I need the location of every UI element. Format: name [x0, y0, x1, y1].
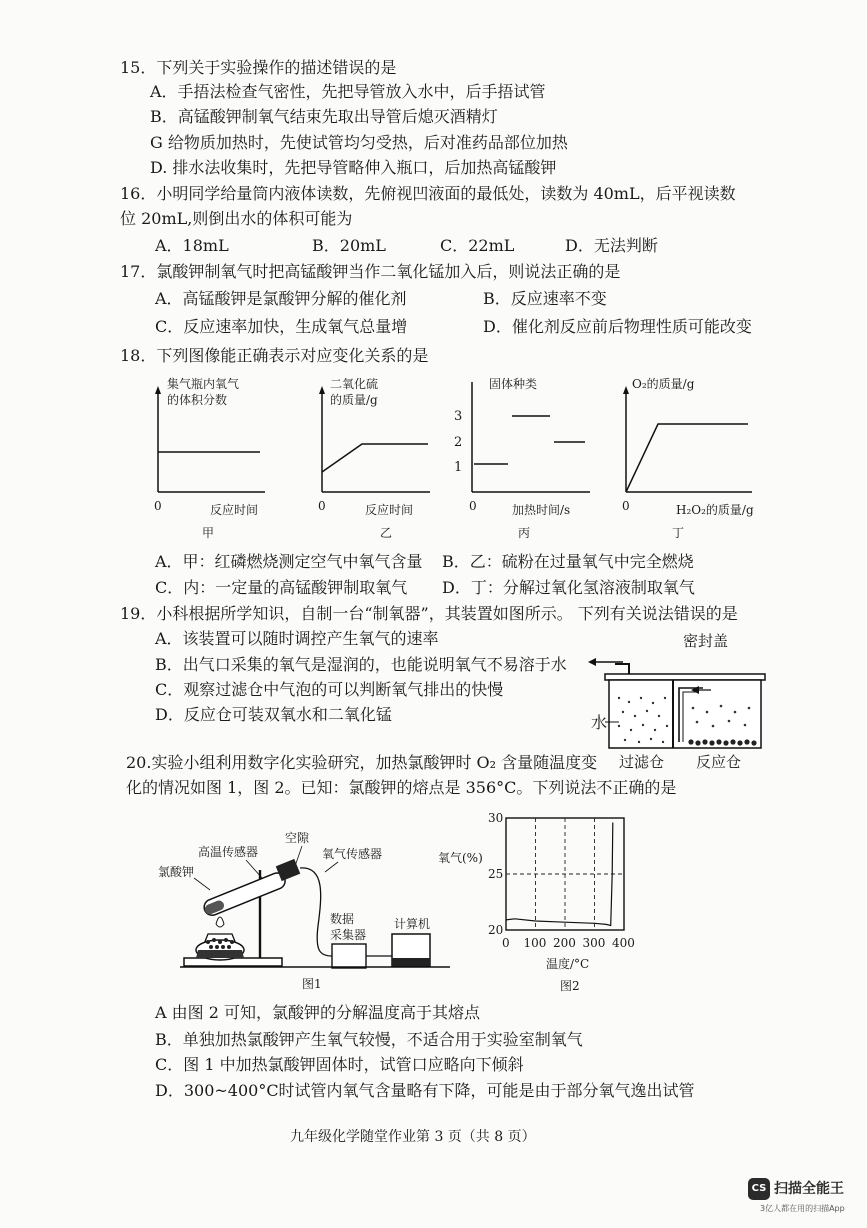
graph-jia-ylabel2: 的体积分数	[167, 393, 228, 407]
graph-ding-ylabel1: O₂的质量/g	[632, 377, 695, 391]
q20-fig1-apparatus	[150, 826, 460, 994]
q20-stem-line1: 20.实验小组利用数字化实验研究，加热氯酸钾时 O₂ 含量随温度变	[126, 753, 598, 772]
fig2-xtick: 200	[553, 936, 576, 950]
label-react: 反应仓	[696, 753, 742, 771]
q17-option-c: C．反应速率加快，生成氧气总量增	[155, 317, 408, 336]
graph-bing-origin: 0	[469, 499, 477, 513]
fig1-label-computer: 计算机	[394, 917, 431, 931]
graph-ding-curve	[626, 424, 748, 492]
q19-option-b: B．出气口采集的氧气是湿润的，也能说明氧气不易溶于水	[155, 655, 567, 674]
graph-ding-name: 丁	[672, 526, 685, 540]
graph-jia-xlabel: 反应时间	[210, 503, 259, 517]
q18-stem: 18．下列图像能正确表示对应变化关系的是	[120, 346, 429, 365]
fig2-caption: 图2	[560, 979, 580, 993]
graph-yi-xlabel: 反应时间	[365, 503, 414, 517]
graph-yi	[318, 376, 430, 540]
fig1-label-gap: 空隙	[285, 831, 310, 845]
q18-option-c: C．内：一定量的高锰酸钾制取氧气	[155, 578, 408, 597]
q16-stem-line2: 位 20mL,则倒出水的体积可能为	[120, 209, 353, 228]
q17-option-d: D．催化剂反应前后物理性质可能改变	[483, 317, 752, 336]
camscanner-name: 扫描全能王	[774, 1181, 844, 1197]
q19-option-c: C．观察过滤仓中气泡的可以判断氧气排出的快慢	[155, 680, 504, 699]
graph-yi-curve	[322, 444, 428, 472]
fig2-ytick: 30	[488, 811, 504, 825]
q20-stem-line2: 化的情况如图 1，图 2。已知：氯酸钾的熔点是 356°C。下列说法不正确的是	[126, 778, 677, 797]
fig1-label-o2: 氧气传感器	[322, 847, 383, 861]
fig1-caption: 图1	[302, 977, 322, 991]
q17-option-a: A．高锰酸钾是氯酸钾分解的催化剂	[155, 289, 407, 308]
q16-option-a: A．18mL	[155, 236, 229, 255]
q15-stem: 15．下列关于实验操作的描述错误的是	[120, 58, 397, 77]
q18-option-b: B．乙：硫粉在过量氧气中完全燃烧	[442, 552, 694, 571]
q15-option-a: A．手捂法检查气密性，先把导管放入水中，后手捂试管	[150, 82, 546, 101]
q15-option-b: B．高锰酸钾制氧气结束先取出导管后熄灭酒精灯	[150, 107, 498, 126]
label-water: 水	[591, 713, 608, 732]
graph-bing-xlabel: 加热时间/s	[512, 503, 571, 517]
q18-option-a: A．甲：红磷燃烧测定空气中氧气含量	[155, 552, 423, 571]
camscanner-logo-icon: CS	[748, 1178, 770, 1200]
q16-option-c: C．22mL	[440, 236, 515, 255]
graph-jia-origin: 0	[154, 499, 162, 513]
graph-jia-name: 甲	[202, 526, 215, 540]
graph-ding-origin: 0	[622, 499, 630, 513]
q17-option-b: B．反应速率不变	[483, 289, 607, 308]
q20-option-d: D．300~400°C时试管内氧气含量略有下降，可能是由于部分氧气逸出试管	[155, 1081, 695, 1100]
graph-bing-name: 丙	[518, 526, 531, 540]
camscanner-slogan: 3亿人都在用的扫描App	[760, 1204, 845, 1213]
q19-option-d: D．反应仓可装双氧水和二氧化锰	[155, 705, 392, 724]
fig1-label-collector-2: 采集器	[330, 928, 367, 942]
page-footer: 九年级化学随堂作业第 3 页（共 8 页）	[290, 1129, 536, 1145]
q20-option-a: A 由图 2 可知，氯酸钾的分解温度高于其熔点	[155, 1003, 480, 1022]
fig2-ytick: 25	[488, 867, 504, 881]
q15-option-d: D. 排水法收集时，先把导管略伸入瓶口，后加热高锰酸钾	[150, 158, 557, 177]
fig1-label-kclo3: 氯酸钾	[158, 865, 195, 879]
q15-option-c: G 给物质加热时，先使试管均匀受热，后对准药品部位加热	[150, 133, 568, 152]
q20-option-b: B．单独加热氯酸钾产生氧气较慢，不适合用于实验室制氧气	[155, 1030, 583, 1049]
fig1-label-collector-1: 数据	[330, 912, 355, 926]
fig1-label-temp: 高温传感器	[198, 845, 259, 859]
graph-ding	[622, 376, 754, 540]
q16-option-d: D．无法判断	[565, 236, 658, 255]
fig2-ytick: 20	[488, 923, 504, 937]
fig2-xtick: 300	[582, 936, 606, 950]
fig2-xtick: 0	[502, 936, 510, 950]
graph-bing-tick-1: 1	[454, 460, 463, 475]
fig2-ylabel: 氧气(%)	[438, 851, 483, 865]
graph-bing	[454, 376, 590, 540]
fig2-xtick: 100	[523, 936, 547, 950]
graph-yi-origin: 0	[318, 499, 326, 513]
q20-fig2-chart	[430, 806, 650, 996]
graph-ding-xlabel: H₂O₂的质量/g	[676, 503, 754, 517]
fig2-xtick: 400	[612, 936, 635, 950]
graph-yi-ylabel2: 的质量/g	[330, 393, 378, 407]
q19-stem: 19．小科根据所学知识，自制一台“制氧器”，其装置如图所示。 下列有关说法错误的是	[120, 604, 738, 623]
q18-graphs	[140, 372, 780, 552]
q18-option-d: D．丁：分解过氧化氢溶液制取氧气	[442, 578, 695, 597]
graph-yi-ylabel1: 二氧化硫	[330, 377, 379, 391]
q16-stem-line1: 16．小明同学给量筒内液体读数，先俯视凹液面的最低处，读数为 40mL，后平视读数	[120, 184, 736, 203]
graph-jia-ylabel1: 集气瓶内氧气	[167, 377, 240, 391]
graph-bing-ylabel1: 固体种类	[489, 377, 538, 391]
graph-jia	[154, 376, 265, 540]
graph-bing-tick-2: 2	[454, 435, 463, 450]
label-filter: 过滤仓	[619, 753, 665, 771]
q16-option-b: B．20mL	[312, 236, 386, 255]
q20-option-c: C．图 1 中加热氯酸钾固体时，试管口应略向下倾斜	[155, 1055, 524, 1074]
graph-bing-tick-3: 3	[454, 409, 463, 424]
graph-yi-name: 乙	[380, 526, 393, 540]
q19-option-a: A．该装置可以随时调控产生氧气的速率	[155, 629, 439, 648]
fig2-xlabel: 温度/°C	[546, 957, 590, 971]
label-lid: 密封盖	[683, 632, 729, 650]
q17-stem: 17．氯酸钾制氧气时把高锰酸钾当作二氧化锰加入后，则说法正确的是	[120, 262, 621, 281]
q19-oxygen-maker-diagram	[585, 626, 770, 774]
